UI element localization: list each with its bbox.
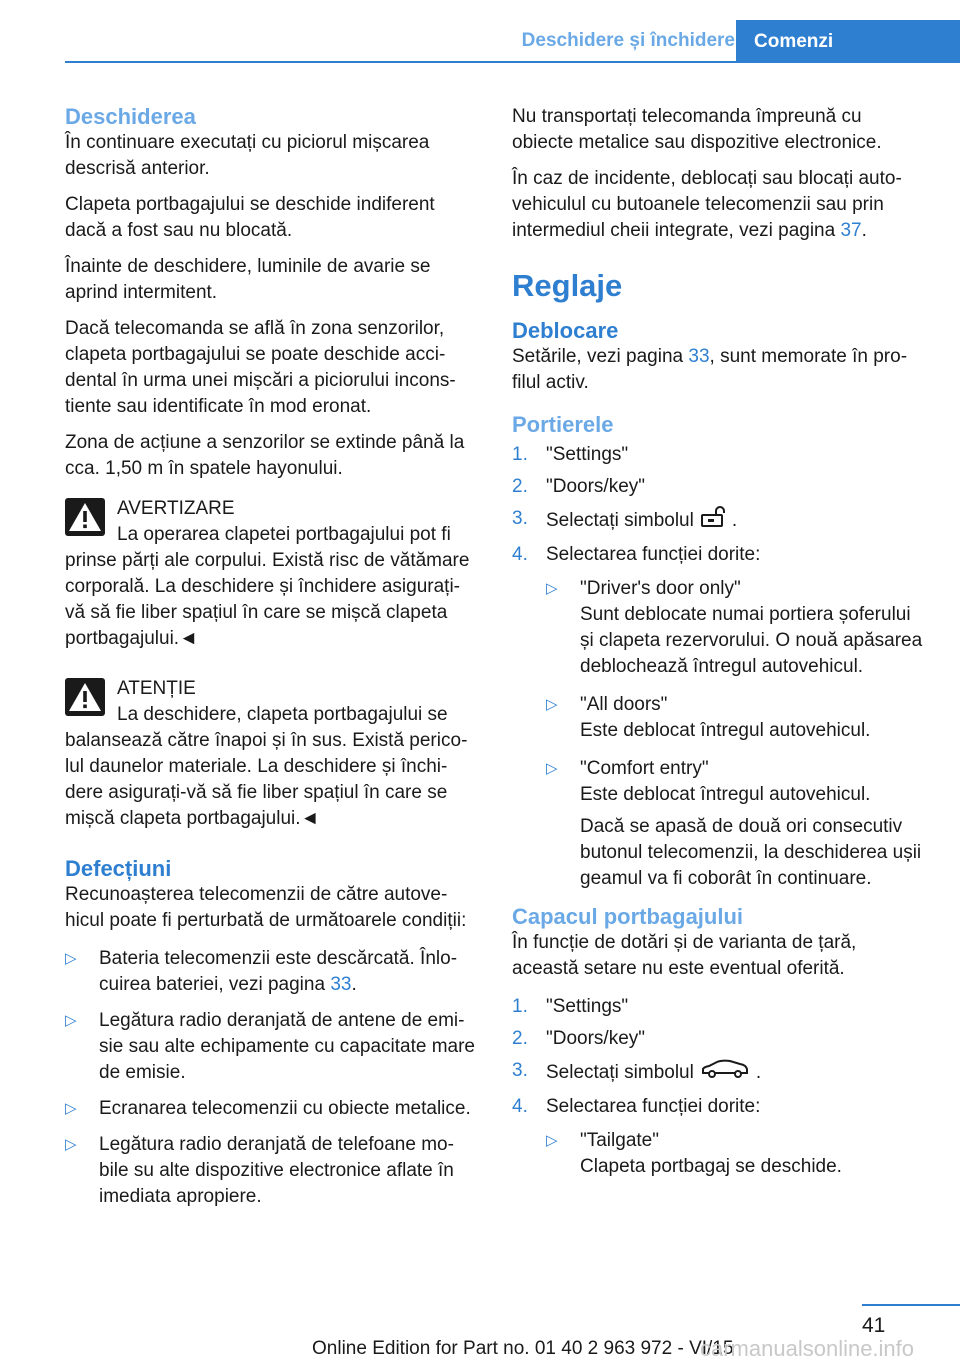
step-number: 2.	[512, 476, 528, 497]
paragraph-text: , sunt memorate în profilul activ.	[512, 346, 908, 393]
left-column	[65, 104, 477, 1220]
heading-deschiderea: Deschiderea	[65, 104, 196, 129]
triangle-right-icon: ▷	[65, 1136, 77, 1153]
step-item	[512, 1026, 924, 1052]
header-chapter-tab: Comenzi	[736, 20, 960, 62]
option-item	[546, 692, 924, 744]
option-desc: Este deblocat întregul autovehicul.	[580, 720, 871, 741]
triangle-right-icon: ▷	[546, 580, 558, 597]
list-item	[65, 946, 477, 998]
step-item	[512, 1094, 924, 1180]
option-list	[546, 576, 924, 892]
step-text: "Doors/key"	[546, 476, 646, 497]
step-text: Selectați simbolul	[546, 1062, 694, 1084]
tailgate-steps	[512, 994, 924, 1180]
paragraph: Înainte de deschidere, luminile de avarie se aprind intermitent.	[65, 256, 431, 303]
triangle-right-icon: ▷	[546, 696, 558, 713]
caution-title: ATENȚIE	[117, 678, 196, 699]
step-number: 3.	[512, 508, 528, 529]
option-title: "Tailgate"	[580, 1130, 659, 1151]
paragraph: Zona de acțiune a senzorilor se extinde până la cca. 1,50 m în spatele hayonului.	[65, 432, 465, 479]
step-number: 1.	[512, 996, 528, 1017]
list-item	[65, 1096, 477, 1122]
paragraph: În funcție de dotări și de varianta de țară, această setare nu este eventual oferită.	[512, 932, 857, 979]
step-text: "Settings"	[546, 444, 629, 465]
option-desc: Este deblocat întregul autovehicul.	[580, 784, 871, 805]
doors-steps	[512, 442, 924, 892]
edition-note: Online Edition for Part no. 01 40 2 963 972 - VI/15	[312, 1338, 734, 1359]
triangle-right-icon: ▷	[546, 760, 558, 777]
step-item	[512, 442, 924, 468]
footer-rule	[862, 1304, 960, 1306]
option-item	[546, 1128, 924, 1180]
step-item	[512, 474, 924, 500]
paragraph	[512, 344, 924, 396]
triangle-right-icon: ▷	[65, 950, 77, 967]
warning-text: La operarea clapetei portbagajului pot fi prinse părți ale corpului. Există risc de vătămare corporală. La deschidere și închidere asigurați-vă să fie liber spațiul în care se mișcă clapeta portbagajului.◄	[65, 524, 470, 649]
caution-text: La deschidere, clapeta portbagajului se balansează către înapoi și în sus. Există pericolul daunelor materiale. La deschidere și închidere asigurați-vă să fie liber spațiul în care se mișcă clapeta portbagajului.◄	[65, 704, 468, 829]
paragraph: În continuare executați cu piciorul mișcarea descrisă anterior.	[65, 132, 430, 179]
option-desc: Clapeta portbagaj se deschide.	[580, 1156, 842, 1177]
list-item-text: Ecranarea telecomenzii cu obiecte metalice.	[99, 1098, 471, 1119]
door-unlock-icon	[700, 506, 726, 536]
option-title: "Comfort entry"	[580, 758, 709, 779]
step-text: Selectarea funcției dorite:	[546, 1096, 761, 1117]
triangle-right-icon: ▷	[65, 1100, 77, 1117]
step-text: "Doors/key"	[546, 1028, 646, 1049]
warning-title: AVERTIZARE	[117, 498, 235, 519]
triangle-right-icon: ▷	[546, 1132, 558, 1149]
warning-box	[65, 496, 477, 652]
page-link[interactable]: 33	[330, 974, 352, 995]
list-item-text: Legătura radio deranjată de telefoane mobile su alte dispozitive electronice aflate în imediata apropiere.	[99, 1134, 454, 1207]
list-item-text: .	[351, 974, 357, 995]
heading-deblocare: Deblocare	[512, 318, 619, 343]
heading-portierele: Portierele	[512, 412, 614, 437]
step-item	[512, 506, 924, 536]
warning-triangle-icon	[65, 676, 105, 718]
watermark: carmanualsonline.info	[700, 1336, 915, 1361]
page-link[interactable]: 37	[840, 220, 862, 241]
warning-triangle-icon	[65, 496, 105, 538]
option-item	[546, 576, 924, 680]
step-number: 4.	[512, 1096, 528, 1117]
step-number: 3.	[512, 1060, 528, 1081]
page-number: 41	[862, 1314, 886, 1337]
list-item	[65, 1008, 477, 1086]
option-list	[546, 1128, 924, 1180]
paragraph-text: În caz de incidente, deblocați sau blocați autovehiculul cu butoanele telecomenzii sau prin intermediul cheii integrate, vezi pagina	[512, 168, 902, 241]
header-section-title: Deschidere și închidere	[521, 30, 735, 51]
step-item	[512, 994, 924, 1020]
step-text: Selectați simbolul	[546, 510, 694, 532]
heading-capacul: Capacul portbagajului	[512, 904, 744, 929]
right-column	[512, 104, 924, 1192]
triangle-right-icon: ▷	[65, 1012, 77, 1029]
paragraph	[512, 166, 924, 244]
paragraph: Clapeta portbagajului se deschide indiferent dacă a fost sau nu blocată.	[65, 194, 435, 241]
paragraph-text: .	[861, 220, 867, 241]
fault-list	[65, 946, 477, 1210]
option-desc: Sunt deblocate numai portiera șoferului și clapeta rezervorului. O nouă apăsarea deblochează întregul autovehicul.	[580, 604, 923, 677]
paragraph-text: Setările, vezi pagina	[512, 346, 689, 367]
car-tailgate-icon	[700, 1058, 750, 1088]
list-item	[65, 1132, 477, 1210]
step-item	[512, 542, 924, 892]
step-text: "Settings"	[546, 996, 629, 1017]
step-text: .	[731, 510, 738, 532]
heading-defectiuni: Defecțiuni	[65, 856, 172, 881]
step-number: 2.	[512, 1028, 528, 1049]
step-number: 1.	[512, 444, 528, 465]
option-item	[546, 756, 924, 892]
heading-reglaje: Reglaje	[512, 268, 623, 303]
list-item-text: Bateria telecomenzii este descărcată. Înlocuirea bateriei, vezi pagina	[99, 948, 458, 995]
paragraph: Recunoașterea telecomenzii de către autovehicul poate fi perturbată de următoarele condiții:	[65, 884, 467, 931]
paragraph: Nu transportați telecomanda împreună cu obiecte metalice sau dispozitive electronice.	[512, 106, 882, 153]
step-text: .	[755, 1062, 762, 1084]
step-text: Selectarea funcției dorite:	[546, 544, 761, 565]
option-title: "All doors"	[580, 694, 668, 715]
list-item-text: Legătura radio deranjată de antene de emisie sau alte echipamente cu capacitate mare de emisie.	[99, 1010, 475, 1083]
page-link[interactable]: 33	[688, 346, 710, 367]
option-desc: Dacă se apasă de două ori consecutiv butonul telecomenzii, la deschiderea ușii geamul va fi coborât în continuare.	[580, 816, 922, 889]
step-item	[512, 1058, 924, 1088]
header-rule	[65, 61, 960, 63]
option-title: "Driver's door only"	[580, 578, 741, 599]
caution-box	[65, 676, 477, 832]
paragraph: Dacă telecomanda se află în zona senzorilor, clapeta portbagajului se poate deschide accidental în urma unei mișcări a piciorului inconstiente sau identificate în mod eronat.	[65, 318, 456, 417]
step-number: 4.	[512, 544, 528, 565]
